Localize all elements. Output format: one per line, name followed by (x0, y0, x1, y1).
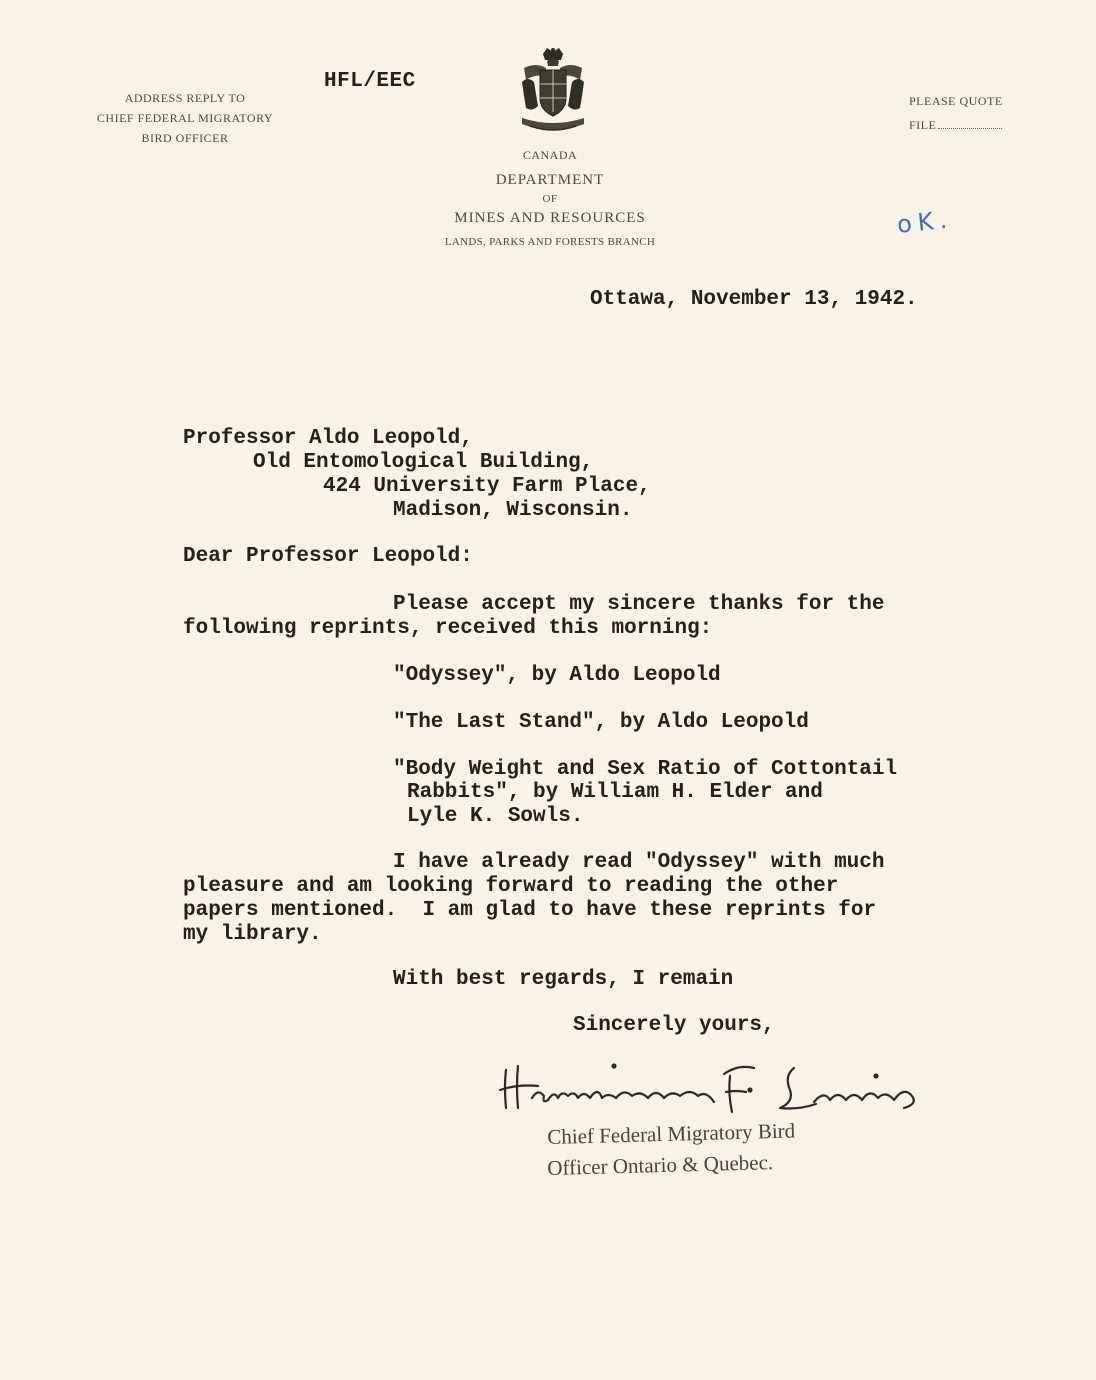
reprint-item: "Body Weight and Sex Ratio of Cottontail (393, 758, 898, 781)
paragraph-line: I have already read "Odyssey" with much (393, 851, 885, 874)
file-field (909, 113, 1003, 137)
paragraph-line: pleasure and am looking forward to reading the other (183, 875, 839, 898)
reprint-item-continued: Rabbits", by William H. Elder and (407, 781, 823, 804)
handwritten-ok-annotation: oK. (895, 205, 955, 239)
address-line: 424 University Farm Place, (323, 475, 651, 498)
paragraph-line: my library. (183, 923, 322, 946)
letter-date: Ottawa, November 13, 1942. (590, 288, 918, 311)
of-label: OF (542, 193, 558, 205)
complimentary-close: Sincerely yours, (573, 1014, 775, 1037)
department-label: DEPARTMENT (495, 172, 605, 188)
reprint-item: "The Last Stand", by Aldo Leopold (393, 711, 809, 734)
paragraph-line: papers mentioned. I am glad to have these reprints for (183, 899, 877, 922)
country-label: CANADA (522, 148, 578, 162)
ministry-label: MINES AND RESOURCES (454, 210, 646, 226)
paragraph-line: following reprints, received this morning: (183, 617, 713, 640)
salutation: Dear Professor Leopold: (183, 545, 473, 568)
address-line: Professor Aldo Leopold, (183, 427, 473, 450)
address-line: Old Entomological Building, (253, 451, 594, 474)
signatory-title-line: Chief Federal Migratory Bird (547, 1118, 796, 1149)
file-label: FILE (909, 118, 937, 132)
branch-label: LANDS, PARKS AND FORESTS BRANCH (444, 236, 656, 248)
regards-line: With best regards, I remain (393, 968, 734, 991)
file-line (938, 118, 1002, 129)
signatory-title-line: Officer Ontario & Quebec. (547, 1150, 774, 1180)
quote-file-block (909, 89, 1003, 137)
reference-initials: HFL/EEC (324, 70, 416, 93)
reply-address-block (70, 88, 300, 148)
coat-of-arms-icon (516, 46, 590, 138)
reprint-item: "Odyssey", by Aldo Leopold (393, 664, 721, 687)
handwritten-signature (498, 1046, 928, 1124)
reprint-item-continued: Lyle K. Sowls. (407, 805, 584, 828)
address-line: Madison, Wisconsin. (393, 499, 633, 522)
please-quote-label: PLEASE QUOTE (909, 94, 1003, 108)
reply-line: BIRD OFFICER (141, 131, 229, 145)
paragraph-line: Please accept my sincere thanks for the (393, 593, 885, 616)
reply-line: CHIEF FEDERAL MIGRATORY (96, 111, 274, 125)
reply-line: ADDRESS REPLY TO (124, 91, 246, 105)
